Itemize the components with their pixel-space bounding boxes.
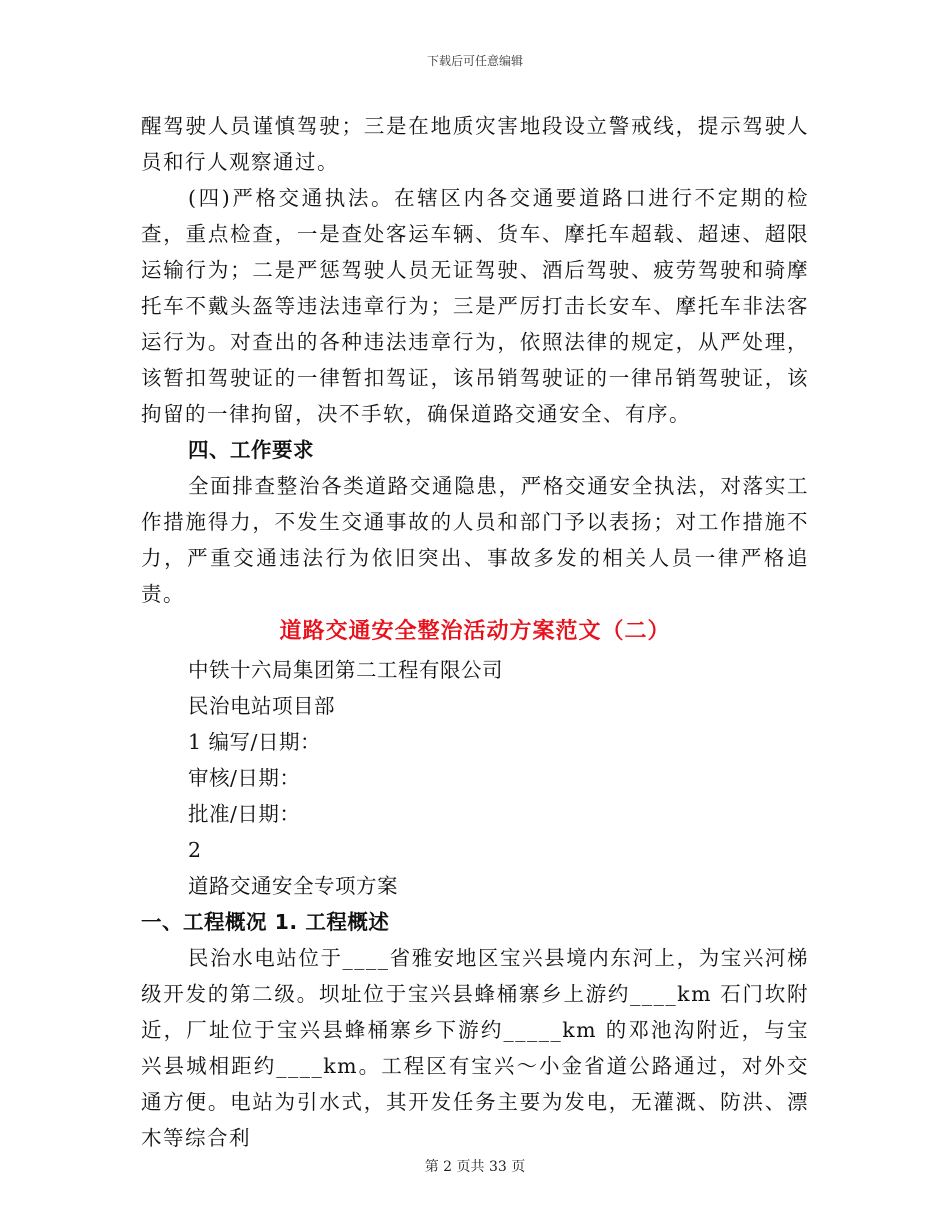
review-date-field: 审核/日期：	[188, 766, 301, 790]
section-heading-work-requirements: 四、工作要求	[188, 438, 314, 462]
page-header: 下载后可任意编辑	[426, 54, 523, 68]
company-name: 中铁十六局集团第二工程有限公司	[188, 658, 503, 682]
paragraph-strict-enforcement: (四)严格交通执法。在辖区内各交通要道路口进行不定期的检查，重点检查，一是查处客运车辆、货车、摩托车超载、超速、超限运输行为；二是严惩驾驶人员无证驾驶、酒后驾驶、疲劳驾驶和骑摩托车不戴头盔等违法违章行为；三是严厉打击长安车、摩托车非法客运行为。对查出的各种违法违章行为，依照法律的规定，从严处理，该暂扣驾驶证的一律暂扣驾证，该吊销驾驶证的一律吊销驾驶证，该拘留的一律拘留，决不手软，确保道路交通安全、有序。	[141, 186, 809, 426]
plan-title: 道路交通安全专项方案	[188, 874, 398, 898]
document-title: 道路交通安全整治活动方案范文（二）	[279, 619, 671, 644]
page-footer: 第 2 页共 33 页	[424, 1159, 526, 1175]
written-date-field: 1 编写/日期：	[188, 730, 321, 754]
section-heading-project-overview: 一、工程概况 1. 工程概述	[141, 910, 390, 934]
page-marker: 2	[188, 838, 202, 862]
page-body	[141, 108, 809, 1156]
paragraph-work-requirements: 全面排查整治各类道路交通隐患，严格交通安全执法，对落实工作措施得力，不发生交通事故的人员和部门予以表扬；对工作措施不力，严重交通违法行为依旧突出、事故多发的相关人员一律严格追责。	[141, 474, 809, 606]
paragraph-project-overview: 民治水电站位于____省雅安地区宝兴县境内东河上，为宝兴河梯级开发的第二级。坝址位于宝兴县蜂桶寨乡上游约____km 石门坎附近，厂址位于宝兴县蜂桶寨乡下游约_____km 的邓池沟附近，与宝兴县城相距约____km。工程区有宝兴～小金省道公路通过，对外交通方便。电站为引水式，其开发任务主要为发电，无灌溉、防洪、漂木等综合利	[141, 946, 809, 1150]
project-department: 民治电站项目部	[188, 694, 335, 718]
paragraph-continuation: 醒驾驶人员谨慎驾驶；三是在地质灾害地段设立警戒线，提示驾驶人员和行人观察通过。	[141, 114, 809, 174]
approval-date-field: 批准/日期：	[188, 802, 301, 826]
